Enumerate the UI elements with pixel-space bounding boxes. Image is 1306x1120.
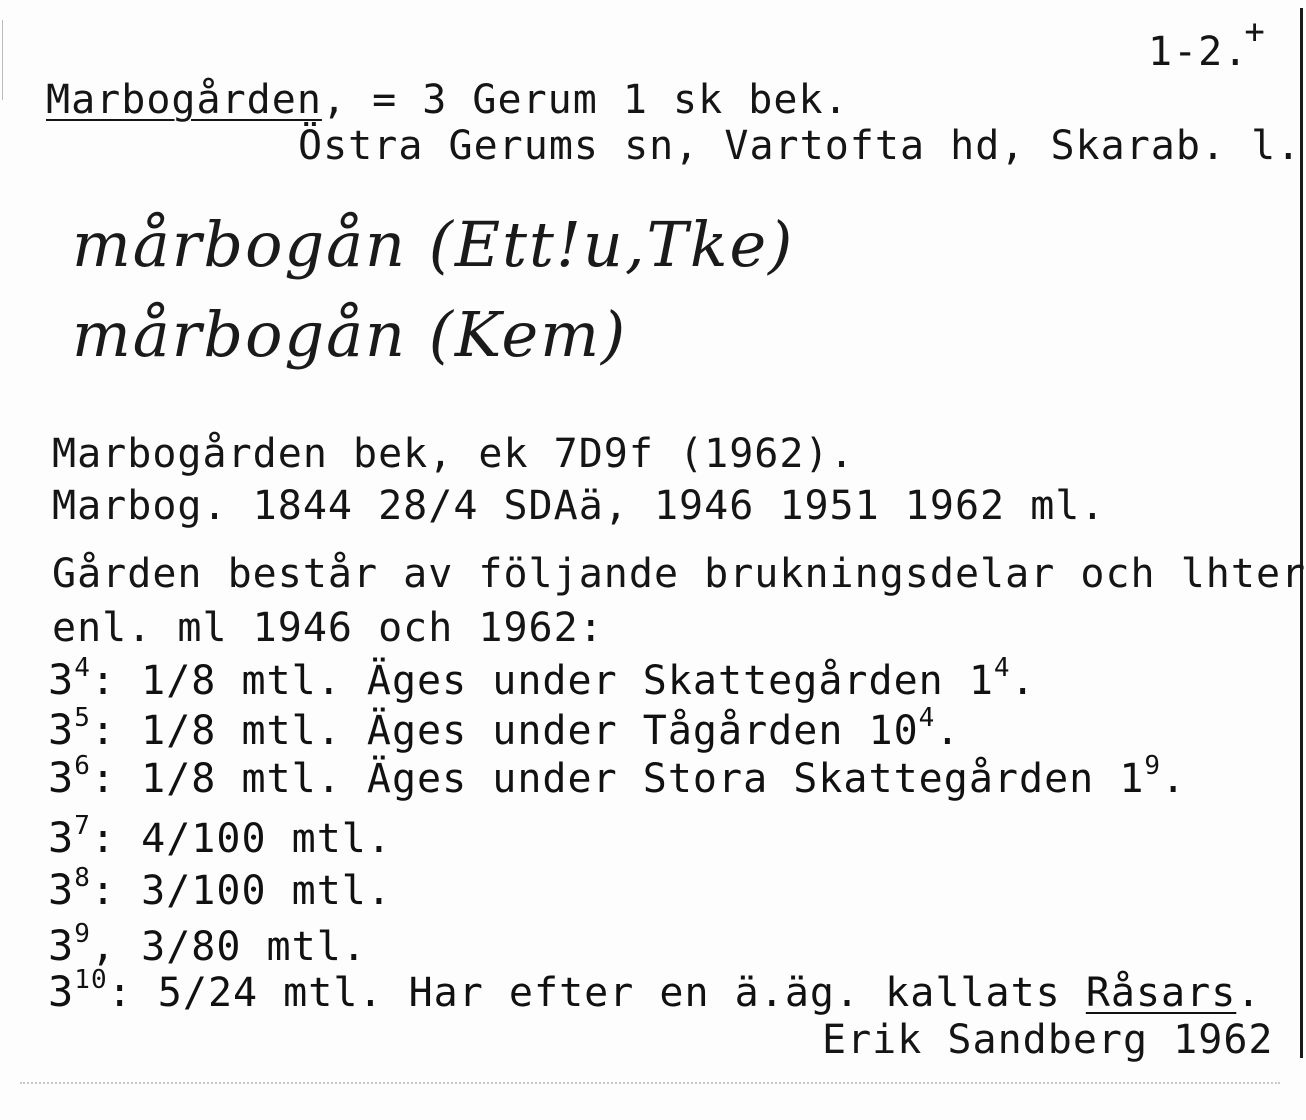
part-row	[48, 751, 1187, 802]
intro-line-1: Gården består av följande brukningsdelar och lhter	[52, 551, 1306, 597]
part-row	[48, 919, 367, 970]
part-row	[48, 653, 1036, 704]
part-tail-superscript: 4	[918, 703, 936, 733]
part-row	[48, 703, 961, 754]
part-superscript: 9	[74, 919, 91, 949]
card-reference: 1-2.+	[1148, 12, 1266, 75]
handwritten-pronunciation-2: mårbogån (Kem)	[72, 298, 628, 371]
part-number: 3	[48, 655, 75, 704]
part-superscript: 5	[74, 703, 91, 733]
part-number: 3	[48, 753, 75, 802]
part-number: 3	[48, 865, 75, 914]
part-text: : 3/100 mtl.	[90, 868, 392, 914]
part-tail-superscript: 4	[993, 653, 1011, 683]
part-end: .	[1010, 658, 1036, 704]
reference-mark: +	[1244, 12, 1266, 52]
card-bottom-edge	[20, 1082, 1280, 1084]
part-end: .	[935, 708, 961, 754]
part-text: : 4/100 mtl.	[90, 816, 392, 862]
part-tail-superscript: 9	[1144, 751, 1162, 781]
part-number: 3	[48, 813, 75, 862]
card-heading	[46, 78, 849, 122]
part-row	[48, 811, 392, 862]
heading-rest: , = 3 Gerum 1 sk bek.	[321, 77, 849, 123]
card-left-edge	[2, 20, 3, 100]
part-superscript: 4	[74, 653, 91, 683]
part-number: 3	[48, 921, 75, 970]
record-line-2: Marbog. 1844 28/4 SDAä, 1946 1951 1962 ml.	[52, 483, 1106, 529]
place-name: Marbogården	[46, 77, 322, 123]
part-text: : 5/24 mtl. Har efter en ä.äg. kallats	[107, 970, 1086, 1016]
part-end: .	[1161, 756, 1187, 802]
part-text: : 1/8 mtl. Äges under Skattegården 1	[90, 658, 994, 704]
part-superscript: 10	[74, 965, 108, 995]
part-text: : 1/8 mtl. Äges under Stora Skattegården 1	[90, 756, 1145, 802]
location-line: Östra Gerums sn, Vartofta hd, Skarab. l.	[298, 123, 1302, 169]
part-text: : 1/8 mtl. Äges under Tågården 10	[90, 708, 919, 754]
part-number: 3	[48, 705, 75, 754]
handwritten-pronunciation-1: mårbogån (Ett!u,Tke)	[72, 208, 795, 281]
alias-end: .	[1236, 970, 1262, 1016]
part-superscript: 7	[74, 811, 91, 841]
part-row	[48, 965, 1262, 1016]
signature: Erik Sandberg 1962	[822, 1017, 1274, 1063]
part-superscript: 6	[74, 751, 91, 781]
part-text: , 3/80 mtl.	[90, 924, 367, 970]
alias-name: Råsars	[1085, 970, 1237, 1016]
record-line-1: Marbogården bek, ek 7D9f (1962).	[52, 431, 855, 477]
part-number: 3	[48, 967, 75, 1016]
part-superscript: 8	[74, 863, 91, 893]
intro-line-2: enl. ml 1946 och 1962:	[52, 605, 604, 651]
part-row	[48, 863, 392, 914]
